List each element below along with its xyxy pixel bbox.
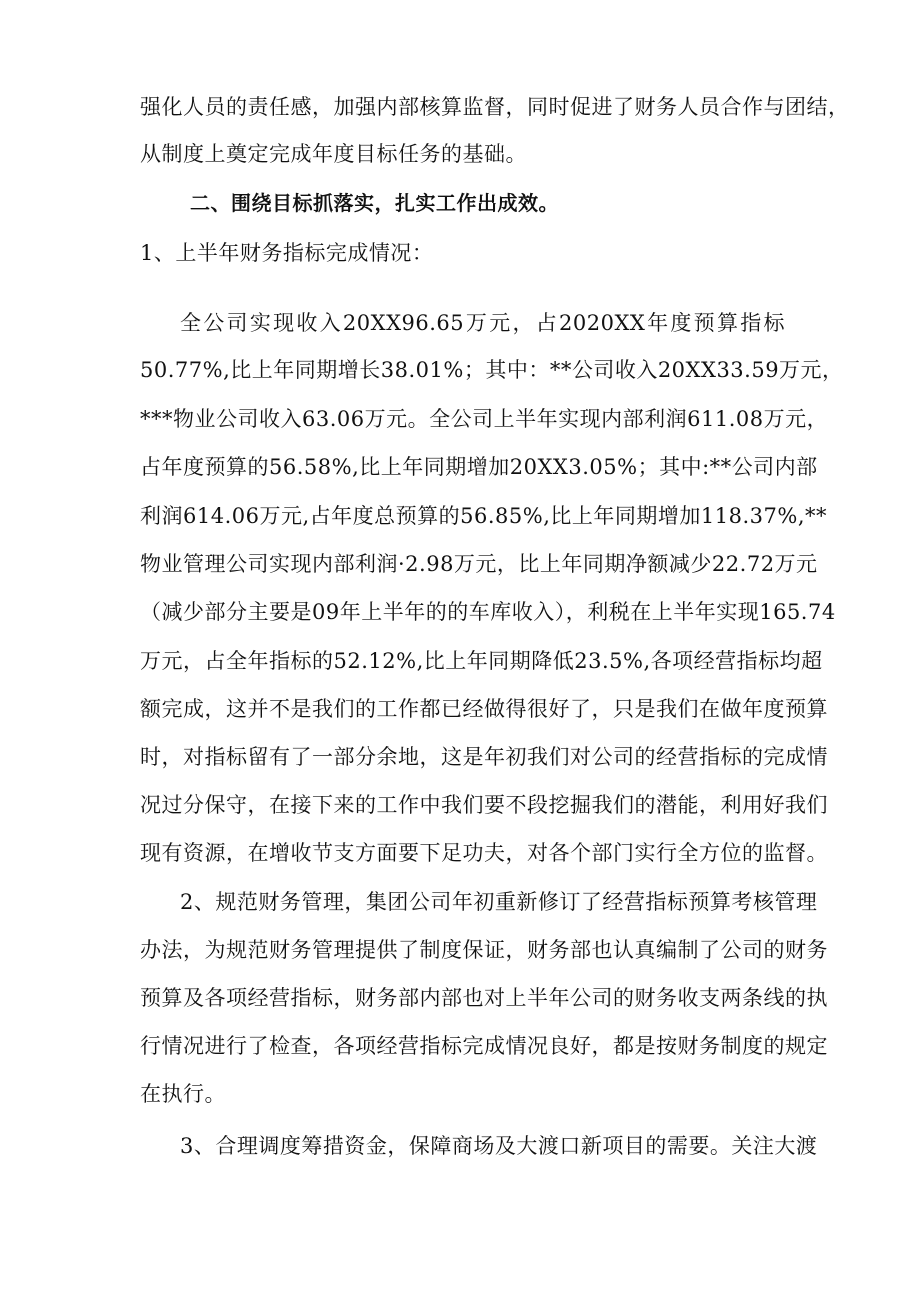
paragraph-line: 利润614.06万元,占年度总预算的56.85%,比上年同期增加118.37%,** — [140, 504, 828, 528]
paragraph-line: 全公司实现收入20XX96.65万元，占2020XX年度预算指标 — [180, 311, 785, 335]
section-heading: 二、围绕目标抓落实，扎实工作出成效。 — [190, 191, 559, 215]
paragraph-line: 物业管理公司实现内部利润·2.98万元，比上年同期净额减少22.72万元 — [140, 552, 818, 576]
paragraph-line: 办法，为规范财务管理提供了制度保证，财务部也认真编制了公司的财务 — [140, 938, 828, 962]
paragraph-line: 预算及各项经营指标，财务部内部也对上半年公司的财务收支两条线的执 — [140, 986, 828, 1010]
paragraph-line: ***物业公司收入63.06万元。全公司上半年实现内部利润611.08万元， — [140, 407, 829, 431]
paragraph-line: 现有资源，在增收节支方面要下足功夫，对各个部门实行全方位的监督。 — [140, 841, 828, 865]
paragraph-line: 强化人员的责任感，加强内部核算监督，同时促进了财务人员合作与团结， — [140, 95, 850, 119]
subsection-heading: 1、上半年财务指标完成情况： — [140, 241, 434, 265]
paragraph-line: 2、规范财务管理，集团公司年初重新修订了经营指标预算考核管理 — [180, 890, 818, 914]
paragraph-line: 额完成，这并不是我们的工作都已经做得很好了，只是我们在做年度预算 — [140, 697, 828, 721]
paragraph-line: 行情况进行了检查，各项经营指标完成情况良好，都是按财务制度的规定 — [140, 1034, 828, 1058]
paragraph-line: 3、合理调度筹措资金，保障商场及大渡口新项目的需要。关注大渡 — [180, 1134, 818, 1158]
paragraph-line: 占年度预算的56.58%,比上年同期增加20XX3.05%；其中:**公司内部 — [140, 455, 818, 479]
paragraph-line: 时，对指标留有了一部分余地，这是年初我们对公司的经营指标的完成情 — [140, 745, 828, 769]
paragraph-line: （减少部分主要是09年上半年的的车库收入），利税在上半年实现165.74 — [140, 600, 836, 624]
paragraph-line: 从制度上奠定完成年度目标任务的基础。 — [140, 142, 527, 166]
paragraph-line: 50.77%,比上年同期增长38.01%；其中：**公司收入20XX33.59万元， — [140, 358, 844, 382]
paragraph-line: 在执行。 — [140, 1082, 226, 1106]
paragraph-line: 况过分保守，在接下来的工作中我们要不段挖掘我们的潜能，利用好我们 — [140, 793, 828, 817]
paragraph-line: 万元，占全年指标的52.12%,比上年同期降低23.5%,各项经营指标均超 — [140, 649, 823, 673]
